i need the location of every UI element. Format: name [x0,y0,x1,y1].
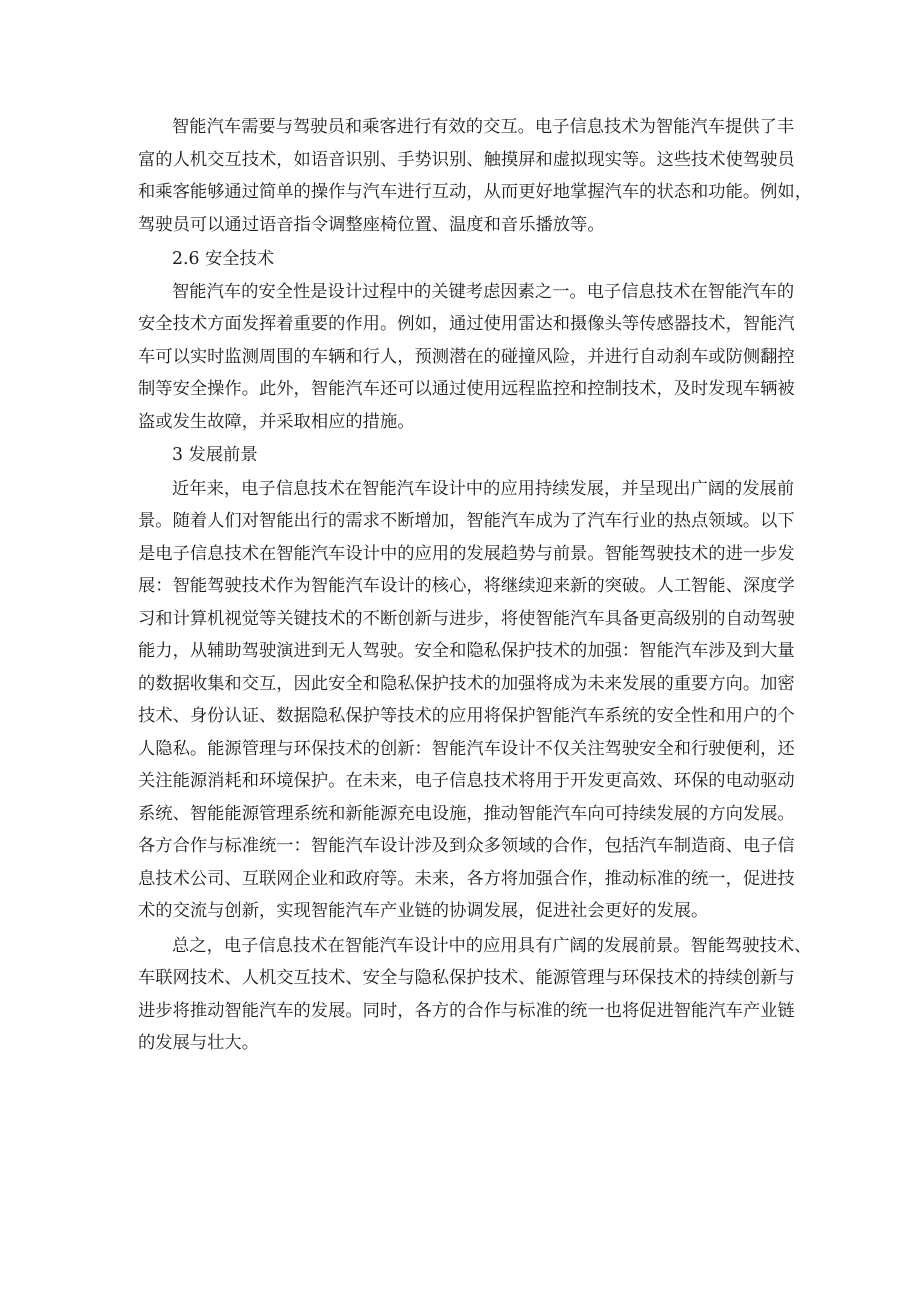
paragraph-line: 的数据收集和交互，因此安全和隐私保护技术的加强将成为未来发展的重要方向。加密 [138,673,795,694]
paragraph-line: 景。随着人们对智能出行的需求不断增加，智能汽车成为了汽车行业的热点领域。以下 [138,511,795,531]
paragraph-line: 关注能源消耗和环境保护。在未来，电子信息技术将用于开发更高效、环保的电动驱动 [138,771,795,791]
paragraph-line: 习和计算机视觉等关键技术的不断创新与进步，将使智能汽车具备更高级别的自动驾驶 [138,608,795,629]
paragraph-line: 术的交流与创新，实现智能汽车产业链的协调发展，促进社会更好的发展。 [138,901,709,921]
paragraph-line: 人隐私。能源管理与环保技术的创新：智能汽车设计不仅关注驾驶安全和行驶便利，还 [138,738,795,759]
paragraph-line: 各方合作与标准统一：智能汽车设计涉及到众多领域的合作，包括汽车制造商、电子信 [138,836,795,856]
paragraph-prospects [138,473,794,928]
paragraph-line: 智能汽车的安全性是设计过程中的关键考虑因素之一。电子信息技术在智能汽车的 [172,281,795,302]
paragraph-line: 车联网技术、人机交互技术、安全与隐私保护技术、能源管理与环保技术的持续创新与 [138,968,795,988]
paragraph-line: 近年来，电子信息技术在智能汽车设计中的应用持续发展，并呈现出广阔的发展前 [172,478,795,499]
paragraph-line: 总之，电子信息技术在智能汽车设计中的应用具有广阔的发展前景。智能驾驶技术、 [172,935,812,956]
section-heading-safety: 2.6 安全技术 [172,249,275,269]
paragraph-line: 是电子信息技术在智能汽车设计中的应用的发展趋势与前景。智能驾驶技术的进一步发 [138,543,795,564]
paragraph-interaction [138,111,812,241]
paragraph-line: 安全技术方面发挥着重要的作用。例如，通过使用雷达和摄像头等传感器技术，智能汽 [138,314,795,334]
paragraph-line: 进步将推动智能汽车的发展。同时，各方的合作与标准的统一也将促进智能汽车产业链 [138,1000,795,1021]
paragraph-line: 车可以实时监测周围的车辆和行人，预测潜在的碰撞风险，并进行自动刹车或防侧翻控 [138,346,795,367]
document-page [138,111,812,1060]
paragraph-line: 制等安全操作。此外，智能汽车还可以通过使用远程监控和控制技术，及时发现车辆被 [138,379,795,399]
paragraph-conclusion [138,930,812,1060]
paragraph-safety [138,276,794,439]
section-heading-prospects: 3 发展前景 [172,445,258,465]
paragraph-line: 展：智能驾驶技术作为智能汽车设计的核心，将继续迎来新的突破。人工智能、深度学 [138,576,795,596]
paragraph-line: 能力，从辅助驾驶演进到无人驾驶。安全和隐私保护技术的加强：智能汽车涉及到大量 [138,641,795,661]
paragraph-line: 智能汽车需要与驾驶员和乘客进行有效的交互。电子信息技术为智能汽车提供了丰 [172,117,795,137]
paragraph-line: 的发展与壮大。 [138,1033,259,1053]
paragraph-line: 富的人机交互技术，如语音识别、手势识别、触摸屏和虚拟现实等。这些技术使驾驶员 [138,149,795,170]
paragraph-line: 技术、身份认证、数据隐私保护等技术的应用将保护智能汽车系统的安全性和用户的个 [138,706,795,726]
paragraph-line: 驾驶员可以通过语音指令调整座椅位置、温度和音乐播放等。 [138,214,605,235]
paragraph-line: 息技术公司、互联网企业和政府等。未来，各方将加强合作，推动标准的统一，促进技 [138,868,795,889]
paragraph-line: 和乘客能够通过简单的操作与汽车进行互动，从而更好地掌握汽车的状态和功能。例如， [138,182,812,202]
paragraph-line: 系统、智能能源管理系统和新能源充电设施，推动智能汽车向可持续发展的方向发展。 [138,803,795,824]
paragraph-line: 盗或发生故障，并采取相应的措施。 [138,411,415,432]
